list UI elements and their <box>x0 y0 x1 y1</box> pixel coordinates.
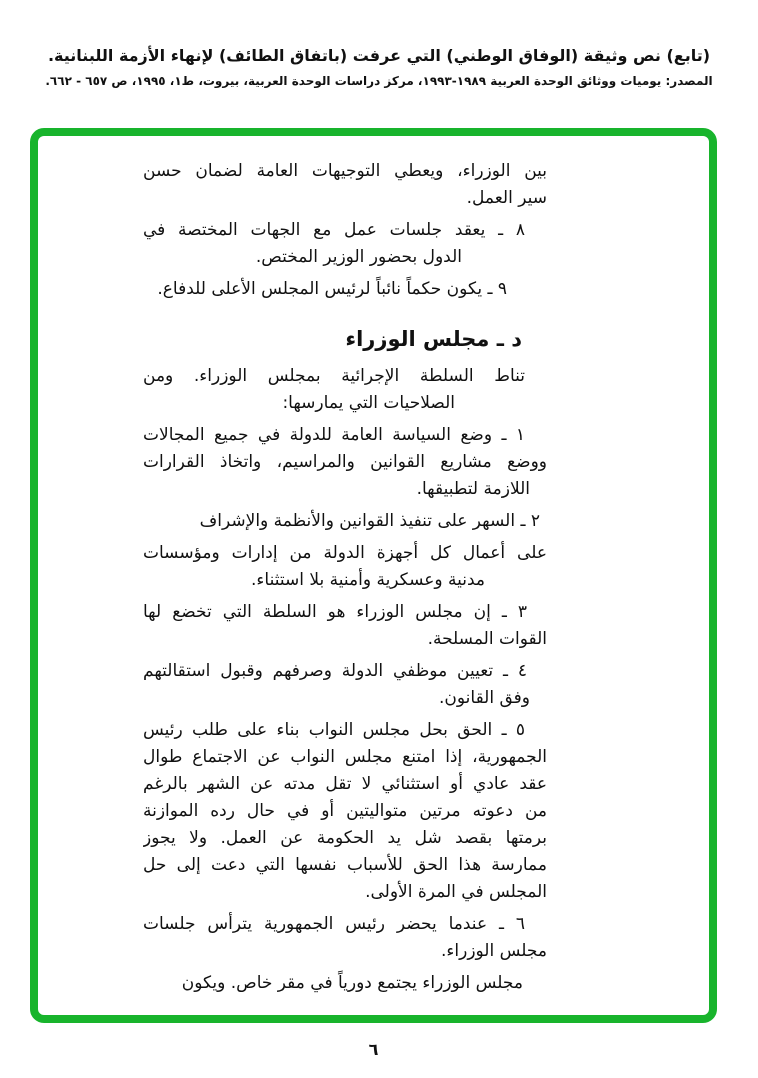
text-line: الجمهورية، إذا امتنع مجلس النواب عن الاجتماع طوال <box>143 747 547 767</box>
source-line: المصدر: يوميات ووثائق الوحدة العربية ١٩٨٩-١٩٩٣، مركز دراسات الوحدة العربية، بيروت، ط١، ١٩٩٥، ص ٦٥٧ - ٦٦٢. <box>45 74 713 88</box>
text-line: مدنية وعسكرية وأمنية بلا استثناء. <box>251 570 485 590</box>
text-line: ٤ ـ تعيين موظفي الدولة وصرفهم وقبول استقالتهم <box>143 661 527 681</box>
paragraph <box>143 363 547 417</box>
paragraph <box>143 970 547 997</box>
text-line: المجلس في المرة الأولى. <box>365 882 547 902</box>
text-line: ٦ ـ عندما يحضر رئيس الجمهورية يترأس جلسات <box>143 914 525 934</box>
document-body <box>143 158 547 1002</box>
text-line: بين الوزراء، ويعطي التوجيهات العامة لضمان حسن <box>143 161 547 181</box>
paragraph <box>143 658 547 712</box>
text-line: ووضع مشاريع القوانين والمراسيم، واتخاذ القرارات <box>143 452 547 472</box>
page-title: (تابع) نص وثيقة (الوفاق الوطني) التي عرفت (باتفاق الطائف) لإنهاء الأزمة اللبنانية. <box>47 46 711 65</box>
paragraph <box>143 508 547 535</box>
text-line: وفق القانون. <box>438 688 530 708</box>
text-line: اللازمة لتطبيقها. <box>416 479 530 499</box>
text-line: ١ ـ وضع السياسة العامة للدولة في جميع المجالات <box>143 425 525 445</box>
text-line: ٥ ـ الحق بحل مجلس النواب بناء على طلب رئيس <box>143 720 525 740</box>
page-header <box>0 46 758 88</box>
text-line: عقد عادي أو استثنائي لا تقل مدته عن الشهر بالرغم <box>143 774 547 794</box>
text-line: القوات المسلحة. <box>427 629 547 649</box>
paragraph <box>143 158 547 212</box>
section-heading <box>143 323 547 355</box>
text-line: ٨ ـ يعقد جلسات عمل مع الجهات المختصة في <box>143 220 525 240</box>
text-line: مجلس الوزراء. <box>440 941 547 961</box>
paragraph <box>143 717 547 906</box>
text-line: من دعوته مرتين متواليتين أو في حال رده الموازنة <box>143 801 547 821</box>
text-line: سير العمل. <box>466 188 547 208</box>
paragraph <box>143 276 547 303</box>
text-line: ٢ ـ السهر على تنفيذ القوانين والأنظمة والإشراف <box>199 511 540 531</box>
text-line: د ـ مجلس الوزراء <box>345 327 522 351</box>
text-line: ٣ ـ إن مجلس الوزراء هو السلطة التي تخضع لها <box>143 602 527 622</box>
page-number: ٦ <box>368 1040 379 1059</box>
text-line: الدول بحضور الوزير المختص. <box>255 247 462 267</box>
text-line: الصلاحيات التي يمارسها: <box>282 393 455 413</box>
paragraph <box>143 540 547 594</box>
text-line: ممارسة هذا الحق للأسباب نفسها التي دعت إلى حل <box>143 855 547 875</box>
document-frame <box>30 128 717 1023</box>
paragraph <box>143 911 547 965</box>
text-line: تناط السلطة الإجرائية بمجلس الوزراء. ومن <box>143 366 525 386</box>
paragraph <box>143 217 547 271</box>
text-line: مجلس الوزراء يجتمع دورياً في مقر خاص. ويكون <box>181 973 523 993</box>
text-line: ٩ ـ يكون حكماً نائباً لرئيس المجلس الأعلى للدفاع. <box>157 279 507 299</box>
paragraph <box>143 599 547 653</box>
text-line: برمتها بقصد شل يد الحكومة عن العمل. ولا يجوز <box>143 828 547 848</box>
text-line: على أعمال كل أجهزة الدولة من إدارات ومؤسسات <box>143 543 547 563</box>
paragraph <box>143 422 547 503</box>
